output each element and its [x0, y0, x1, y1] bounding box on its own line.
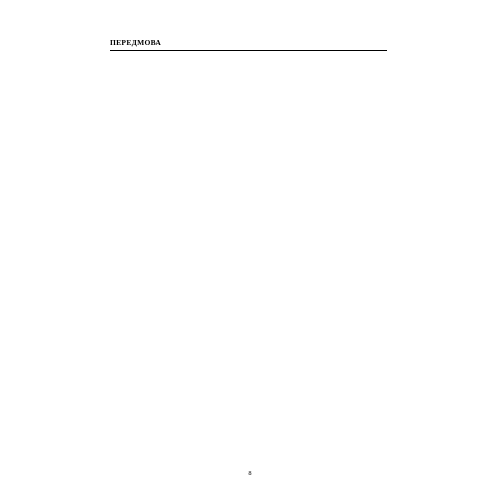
section-title: ПЕРЕДМОВА	[110, 38, 387, 51]
page-number: 8	[248, 470, 252, 477]
